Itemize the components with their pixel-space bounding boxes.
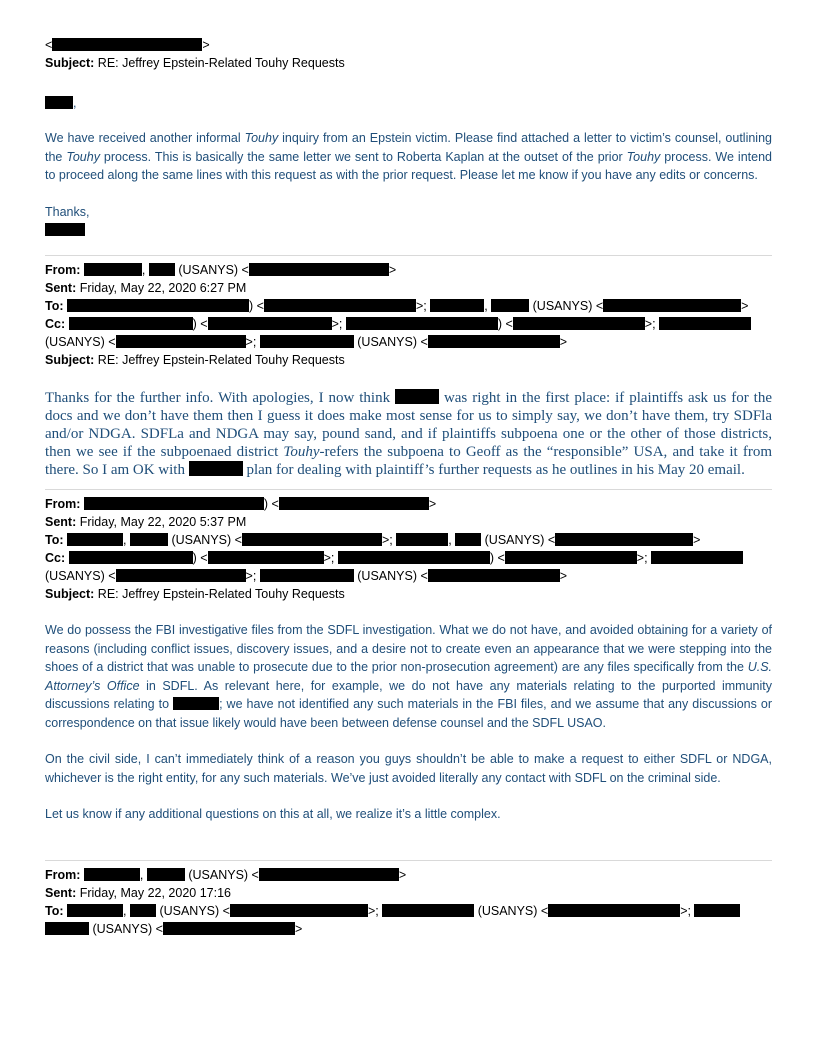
subject-label: Subject: bbox=[45, 56, 95, 70]
email2-cc-line-2: (USANYS) < >; (USANYS) < > bbox=[45, 335, 568, 349]
subject-text: RE: Jeffrey Epstein-Related Touhy Requests bbox=[97, 56, 345, 70]
email1-signature bbox=[45, 221, 772, 239]
redaction bbox=[260, 335, 354, 348]
redaction bbox=[548, 904, 680, 917]
email2-cc-line: Cc: ) < >; ) < >; bbox=[45, 315, 772, 333]
redaction bbox=[84, 868, 140, 881]
redaction bbox=[242, 533, 382, 546]
email3-cc-line: Cc: ) < >; ) < >; bbox=[45, 549, 772, 567]
redaction bbox=[84, 263, 142, 276]
redaction bbox=[84, 497, 264, 510]
email-document bbox=[45, 36, 772, 938]
redaction bbox=[430, 299, 484, 312]
redaction bbox=[208, 551, 324, 564]
redaction bbox=[67, 533, 123, 546]
redaction bbox=[163, 922, 295, 935]
email2-sent-line: Sent: Friday, May 22, 2020 6:27 PM bbox=[45, 281, 247, 295]
email3-to-line: To: , (USANYS) < >; , (USANYS) < > bbox=[45, 533, 701, 547]
email2-from-line: From: , (USANYS) < > bbox=[45, 263, 397, 277]
email4-sent-line: Sent: Friday, May 22, 2020 17:16 bbox=[45, 885, 231, 900]
redaction bbox=[338, 551, 490, 564]
email4-from-line: From: , (USANYS) < > bbox=[45, 867, 407, 882]
email1-subject-line bbox=[45, 54, 772, 72]
redaction bbox=[279, 497, 429, 510]
redaction bbox=[555, 533, 693, 546]
redaction bbox=[694, 904, 740, 917]
redaction bbox=[603, 299, 741, 312]
email3-subject-line: Subject: RE: Jeffrey Epstein-Related Touhy Requests bbox=[45, 587, 345, 601]
email2-to-line: To: ) < >; , (USANYS) < > bbox=[45, 299, 749, 313]
redaction bbox=[260, 569, 354, 582]
redaction bbox=[116, 335, 246, 348]
email2-body: Thanks for the further info. With apologies, I now think was right in the first place: if plaintiffs ask us for the docs and we don’t have them then I guess it does make most sense for us to simply say, we don’t have them, try SDFla and/or NDGA. SDFLa and NDGA may say, pound sand, and if plaintiffs subpoena one or the other of those districts, then we see if the subpoenaed district Touhy-refers the subpoena to Geoff as the “responsible” USA, and take it from there. So I am OK with plan for dealing with plaintiff’s further requests as he outlines in his May 20 email. bbox=[45, 390, 772, 478]
email1-greeting: , bbox=[45, 94, 772, 112]
redaction bbox=[45, 922, 89, 935]
email3-body-p3: Let us know if any additional questions on this at all, we realize it’s a little complex. bbox=[45, 807, 501, 821]
redaction bbox=[116, 569, 246, 582]
email1-header: < > bbox=[45, 38, 210, 52]
redaction bbox=[659, 317, 751, 330]
email4-to-line-2: (USANYS) < > bbox=[45, 920, 772, 938]
redaction bbox=[208, 317, 332, 330]
redaction bbox=[173, 697, 219, 710]
email3-cc-line-2: (USANYS) < >; (USANYS) < > bbox=[45, 569, 568, 583]
redaction bbox=[67, 904, 123, 917]
redaction bbox=[395, 389, 439, 404]
redaction bbox=[52, 38, 202, 51]
redaction bbox=[149, 263, 175, 276]
redaction bbox=[346, 317, 498, 330]
email3-body-p2: On the civil side, I can’t immediately think of a reason you guys shouldn’t be able to make a request to either SDFL or NDGA, whichever is the right entity, for any such materials. We’ve just avoided literally any contact with SDFL on the criminal side. bbox=[45, 752, 772, 785]
redaction bbox=[428, 335, 560, 348]
redaction bbox=[491, 299, 529, 312]
redaction bbox=[189, 461, 243, 476]
redaction bbox=[230, 904, 368, 917]
email1-body: We have received another informal Touhy inquiry from an Epstein victim. Please find attached a letter to victim’s counsel, outlining the Touhy process. This is basically the same letter we sent to Roberta Kaplan at the outset of the prior Touhy process. We intend to proceed along the same lines with this request as with the prior request. Please let me know if you have any edits or concerns. bbox=[45, 131, 772, 182]
redaction bbox=[455, 533, 481, 546]
redaction bbox=[264, 299, 416, 312]
redaction bbox=[249, 263, 389, 276]
redaction bbox=[505, 551, 637, 564]
redaction bbox=[428, 569, 560, 582]
email4-to-line: To: , (USANYS) < >; (USANYS) < >; bbox=[45, 902, 772, 920]
redaction bbox=[651, 551, 743, 564]
redaction bbox=[69, 317, 193, 330]
redaction bbox=[69, 551, 193, 564]
redaction bbox=[259, 868, 399, 881]
email2-subject-line: Subject: RE: Jeffrey Epstein-Related Touhy Requests bbox=[45, 353, 345, 367]
email3-sent-line: Sent: Friday, May 22, 2020 5:37 PM bbox=[45, 515, 247, 529]
email3-body-p1: We do possess the FBI investigative files from the SDFL investigation. What we do not have, and avoided obtaining for a variety of reasons (including conflict issues, discovery issues, and a desire not to create even an appearance that we were stepping into the shoes of a district that was unable to prosecute due to the prior non-prosecution agreement) are any files specifically from the U.S. Attorney’s Office in SDFL. As relevant here, for example, we do not have any materials relating to the purported immunity discussions relating to ; we have not identified any such materials in the FBI files, and we assume that any discussions or correspondence on that issue likely would have been between defense counsel and the SDFL USAO. bbox=[45, 623, 773, 730]
redaction bbox=[130, 904, 156, 917]
email1-closing: Thanks, bbox=[45, 204, 90, 219]
redaction bbox=[45, 96, 73, 109]
redaction bbox=[382, 904, 474, 917]
redaction bbox=[513, 317, 645, 330]
redaction bbox=[130, 533, 168, 546]
redaction bbox=[147, 868, 185, 881]
redaction bbox=[67, 299, 249, 312]
email3-from-line: From: ) < > bbox=[45, 497, 437, 511]
redaction bbox=[396, 533, 448, 546]
redaction bbox=[45, 223, 85, 236]
